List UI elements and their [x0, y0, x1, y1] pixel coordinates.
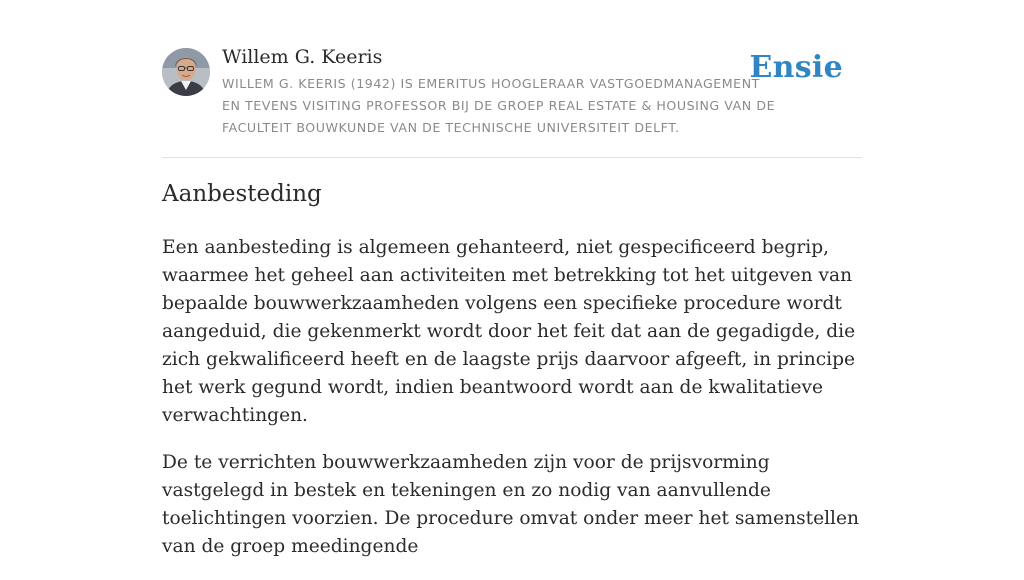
author-header: [162, 44, 862, 158]
article-body: [162, 234, 862, 580]
author-name[interactable]: Willem G. Keeris: [222, 46, 383, 68]
author-portrait-icon: [162, 48, 210, 96]
article-paragraph: Een aanbesteding is algemeen gehanteerd, niet gespecificeerd begrip, waarmee het geheel aan activiteiten met betrekking tot het uitgeven van bepaalde bouwwerkzaamheden volgens een specifieke procedure wordt aangeduid, die gekenmerkt wordt door het feit dat aan de gegadigde, die zich gekwalificeerd heeft en de laagste prijs daarvoor afgeeft, in principe het werk gegund wordt, indien beantwoord wordt aan de kwalitatieve verwachtingen.: [162, 237, 856, 426]
article-title: Aanbesteding: [162, 181, 322, 207]
article-paragraph: De te verrichten bouwwerkzaamheden zijn voor de prijsvorming vastgelegd in bestek en tekeningen en zo nodig van aanvullende toelichtingen voorzien. De procedure omvat onder meer het samenstellen van de groep meedingende: [162, 452, 859, 557]
author-avatar[interactable]: [162, 48, 210, 96]
brand-logo[interactable]: Ensie: [749, 50, 843, 85]
author-bio: WILLEM G. KEERIS (1942) IS EMERITUS HOOGLERAAR VASTGOEDMANAGEMENT EN TEVENS VISITING PROFESSOR BIJ DE GROEP REAL ESTATE & HOUSING VAN DE FACULTEIT BOUWKUNDE VAN DE TECHNISCHE UNIVERSITEIT DELFT.: [222, 76, 776, 135]
